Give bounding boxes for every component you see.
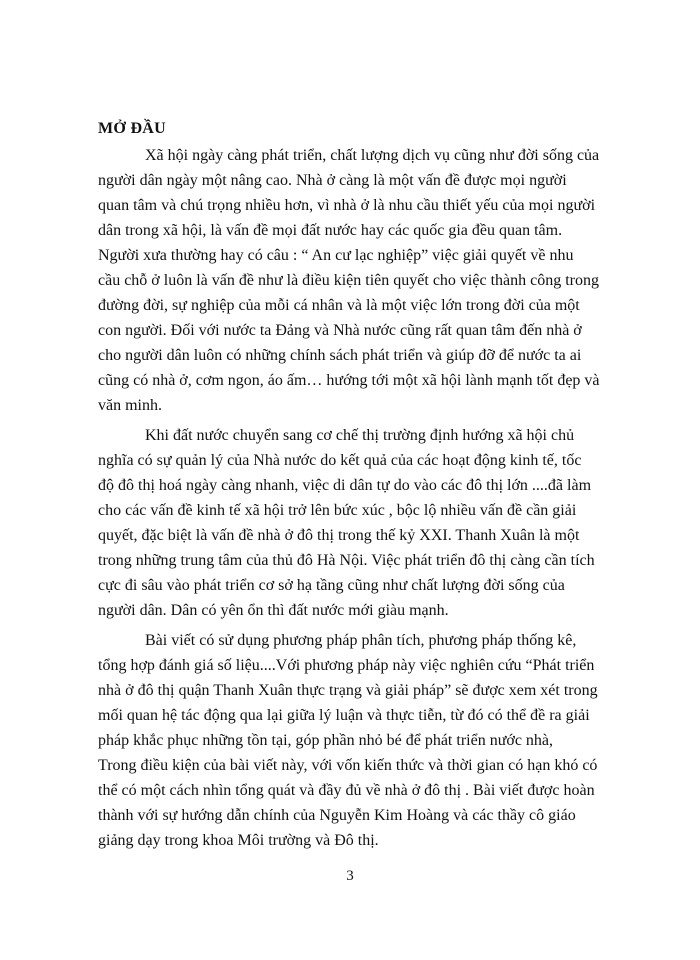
text-line: văn minh.: [98, 397, 162, 414]
text-line: quyết, đặc biệt là vấn đề nhà ở đô thị trong thế kỷ XXI. Thanh Xuân là một: [98, 527, 580, 544]
text-line: đường đời, sự nghiệp của mỗi cá nhân và là một việc lớn trong đời của một: [98, 297, 580, 314]
text-line: giảng dạy trong khoa Môi trường và Đô thị.: [98, 832, 379, 849]
text-line: thể có một cách nhìn tổng quát và đầy đủ về nhà ở đô thị . Bài viết được hoàn: [98, 782, 595, 799]
text-line: trong những trung tâm của thủ đô Hà Nội. Việc phát triển đô thị càng cần tích: [98, 552, 595, 569]
paragraph: [98, 423, 638, 623]
text-line: nhà ở đô thị quận Thanh Xuân thực trạng và giải pháp” sẽ được xem xét trong: [98, 682, 598, 699]
text-line: người dân ngày một nâng cao. Nhà ở càng là một vấn đề được mọi người: [98, 172, 567, 189]
body-text: [98, 143, 638, 853]
paragraph: [98, 628, 638, 853]
text-line: con người. Đối với nước ta Đảng và Nhà nước cũng rất quan tâm đến nhà ở: [98, 322, 582, 339]
text-line: mối quan hệ tác động qua lại giữa lý luận và thực tiễn, từ đó có thể đề ra giải: [98, 707, 590, 724]
text-line: quan tâm và chú trọng nhiều hơn, vì nhà ở là nhu cầu thiết yếu của mọi người: [98, 197, 596, 214]
text-line: cho người dân luôn có những chính sách phát triển và giúp đỡ để nước ta ai: [98, 347, 582, 364]
text-line: tổng hợp đánh giá số liệu....Với phương pháp này việc nghiên cứu “Phát triển: [98, 657, 595, 674]
paragraph: [98, 143, 638, 418]
text-line: cực đi sâu vào phát triển cơ sở hạ tầng cũng như chất lượng đời sống của: [98, 577, 565, 594]
section-heading: MỞ ĐẦU: [98, 120, 167, 137]
text-line: độ đô thị hoá ngày càng nhanh, việc di dân tự do vào các đô thị lớn ....đã làm: [98, 477, 592, 494]
page-number: 3: [346, 868, 354, 884]
text-line: Người xưa thường hay có câu : “ An cư lạc nghiệp” việc giải quyết về nhu: [98, 247, 574, 264]
text-line: cầu chỗ ở luôn là vấn đề như là điều kiện tiên quyết cho việc thành công trong: [98, 272, 599, 289]
text-line: dân trong xã hội, là vấn đề mọi đất nước hay các quốc gia đều quan tâm.: [98, 222, 563, 239]
text-line: cho các vấn đề kinh tế xã hội trở lên bức xúc , bộc lộ nhiều vấn đề cần giải: [98, 502, 577, 519]
text-line: Bài viết có sử dụng phương pháp phân tích, phương pháp thống kê,: [145, 632, 577, 649]
text-line: thành với sự hướng dẫn chính của Nguyễn Kim Hoàng và các thầy cô giáo: [98, 807, 576, 824]
text-line: Khi đất nước chuyển sang cơ chế thị trường định hướng xã hội chủ: [145, 427, 575, 444]
text-line: cũng có nhà ở, cơm ngon, áo ấm… hướng tới một xã hội lành mạnh tốt đẹp và: [98, 372, 600, 389]
text-line: pháp khắc phục những tồn tại, góp phần nhỏ bé để phát triển nước nhà,: [98, 732, 554, 749]
text-line: Xã hội ngày càng phát triển, chất lượng dịch vụ cũng như đời sống của: [145, 147, 600, 164]
text-line: Trong điều kiện của bài viết này, với vốn kiến thức và thời gian có hạn khó có: [98, 757, 598, 774]
text-line: nghĩa có sự quản lý của Nhà nước do kết quả của các hoạt động kinh tế, tốc: [98, 452, 582, 469]
text-line: người dân. Dân có yên ổn thì đất nước mới giàu mạnh.: [98, 602, 449, 619]
